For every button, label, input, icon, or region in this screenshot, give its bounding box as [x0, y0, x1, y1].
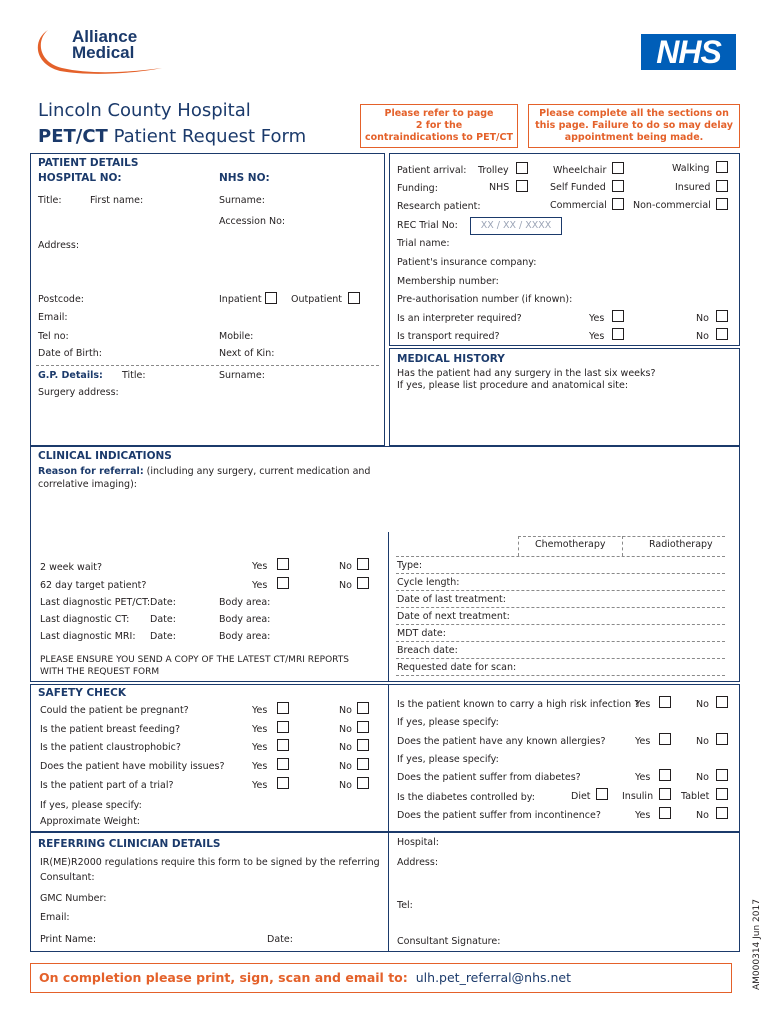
incontinence-question: Does the patient suffer from incontinence? [397, 810, 601, 821]
two-week-wait-question: 2 week wait? [40, 562, 103, 573]
insulin-checkbox[interactable] [659, 788, 671, 800]
no-label: No [696, 736, 709, 747]
referring-clinician-box [30, 832, 740, 952]
first-name-field[interactable]: First name: [90, 195, 144, 206]
incontinence-no-checkbox[interactable] [716, 807, 728, 819]
no-label: No [339, 761, 352, 772]
insured-checkbox[interactable] [716, 180, 728, 192]
last-ct-label: Last diagnostic CT: [40, 614, 130, 625]
yes-label: Yes [635, 772, 651, 783]
mobility-no-checkbox[interactable] [357, 758, 369, 770]
no-label: No [339, 780, 352, 791]
form-code: AM000314 Jun 2017 [752, 899, 762, 990]
next-treatment-date-field[interactable]: Date of next treatment: [397, 611, 510, 622]
therapy-row-line [396, 556, 725, 557]
last-petct-label: Last diagnostic PET/CT: [40, 597, 151, 608]
form-title-bold: PET/CT [38, 126, 108, 147]
claustrophobic-yes-checkbox[interactable] [277, 739, 289, 751]
diet-checkbox[interactable] [596, 788, 608, 800]
notice2-line: Please complete all the sections on [539, 108, 729, 119]
yes-label: Yes [252, 742, 268, 753]
62-day-target-question: 62 day target patient? [40, 580, 147, 591]
email-field[interactable]: Email: [38, 312, 68, 323]
breast-feeding-no-checkbox[interactable] [357, 721, 369, 733]
ct-body-area-field[interactable]: Body area: [219, 614, 271, 625]
wheelchair-label: Wheelchair [553, 165, 607, 176]
allergies-specify-field[interactable]: If yes, please specify: [397, 754, 499, 765]
diabetes-yes-checkbox[interactable] [659, 769, 671, 781]
walking-checkbox[interactable] [716, 161, 728, 173]
yes-label: Yes [252, 561, 268, 572]
infection-no-checkbox[interactable] [716, 696, 728, 708]
mri-date-field[interactable]: Date: [150, 631, 176, 642]
diet-label: Diet [571, 791, 591, 802]
claustrophobic-question: Is the patient claustrophobic? [40, 742, 181, 753]
logo-medical: Medical [72, 43, 135, 62]
mobile-field[interactable]: Mobile: [219, 331, 254, 342]
petct-body-area-field[interactable]: Body area: [219, 597, 271, 608]
tablet-label: Tablet [681, 791, 710, 802]
patient-details-heading: PATIENT DETAILS [38, 157, 139, 169]
insurance-company-field[interactable]: Patient's insurance company: [397, 257, 537, 268]
trial-name-field[interactable]: Trial name: [397, 238, 450, 249]
no-label: No [696, 810, 709, 821]
therapy-row-line [396, 624, 725, 625]
yes-label: Yes [635, 699, 651, 710]
pregnant-no-checkbox[interactable] [357, 702, 369, 714]
commercial-checkbox[interactable] [612, 198, 624, 210]
yes-label: Yes [635, 810, 651, 821]
no-label: No [696, 772, 709, 783]
gp-title-field[interactable]: Title: [122, 370, 146, 381]
print-name-field[interactable]: Print Name: [40, 934, 97, 945]
membership-number-field[interactable]: Membership number: [397, 276, 499, 287]
clinician-email-field[interactable]: Email: [40, 912, 70, 923]
ensure-reports-notice-line2: WITH THE REQUEST FORM [40, 667, 160, 677]
preauth-number-field[interactable]: Pre-authorisation number (if known): [397, 294, 573, 305]
referral-email-link[interactable]: ulh.pet_referral@nhs.net [415, 970, 571, 985]
form-title [38, 126, 306, 147]
no-label: No [339, 705, 352, 716]
self-funded-label: Self Funded [550, 182, 606, 193]
infection-specify-field[interactable]: If yes, please specify: [397, 717, 499, 728]
accession-no-field[interactable]: Accession No: [219, 216, 286, 227]
transport-question: Is transport required? [397, 331, 500, 342]
reason-rest: (including any surgery, current medication and [143, 466, 371, 477]
clinician-tel-field[interactable]: Tel: [397, 900, 413, 911]
patient-arrival-label: Patient arrival: [397, 165, 467, 176]
hospital-no-field[interactable]: HOSPITAL NO: [38, 172, 122, 184]
diabetes-controlled-question: Is the diabetes controlled by: [397, 792, 535, 803]
nhs-no-field[interactable]: NHS NO: [219, 172, 270, 184]
yes-label: Yes [252, 705, 268, 716]
pregnant-yes-checkbox[interactable] [277, 702, 289, 714]
yes-label: Yes [252, 761, 268, 772]
no-label: No [696, 313, 709, 324]
last-treatment-date-field[interactable]: Date of last treatment: [397, 594, 506, 605]
diabetes-question: Does the patient suffer from diabetes? [397, 772, 581, 783]
consultant-signature-field[interactable]: Consultant Signature: [397, 936, 501, 947]
completion-footer [30, 963, 732, 993]
notice1-line: Please refer to page [384, 108, 494, 119]
clinician-date-field[interactable]: Date: [267, 934, 293, 945]
self-funded-checkbox[interactable] [612, 180, 624, 192]
reason-for-referral[interactable] [38, 466, 370, 477]
therapy-row-line [396, 658, 725, 659]
pregnant-question: Could the patient be pregnant? [40, 705, 189, 716]
transport-yes-checkbox[interactable] [612, 328, 624, 340]
gp-surname-field[interactable]: Surname: [219, 370, 265, 381]
outpatient-checkbox[interactable] [348, 292, 360, 304]
title-field[interactable]: Title: [38, 195, 62, 206]
chemotherapy-column: Chemotherapy [535, 539, 606, 550]
no-label: No [339, 580, 352, 591]
surgery-question: Has the patient had any surgery in the last six weeks? [397, 368, 656, 379]
safety-check-heading: SAFETY CHECK [38, 687, 126, 699]
clinician-hospital-field[interactable]: Hospital: [397, 837, 439, 848]
therapy-row-line [396, 675, 725, 676]
gp-details-heading: G.P. Details: [38, 370, 103, 381]
yes-label: Yes [589, 331, 605, 342]
reason-line2: correlative imaging): [38, 479, 137, 490]
trolley-checkbox[interactable] [516, 162, 528, 174]
outpatient-label: Outpatient [291, 294, 343, 305]
notice1-line: 2 for the [415, 120, 463, 131]
logo-alliance: Alliance [72, 27, 138, 46]
no-label: No [696, 331, 709, 342]
therapy-table-sep [622, 536, 623, 556]
hospital-name: Lincoln County Hospital [38, 100, 251, 121]
trial-question: Is the patient part of a trial? [40, 780, 174, 791]
regulations-text: IR(ME)R2000 regulations require this form to be signed by the referring [40, 857, 380, 868]
funding-label: Funding: [397, 183, 438, 194]
referring-clinician-heading: REFERRING CLINICIAN DETAILS [38, 838, 221, 850]
interpreter-no-checkbox[interactable] [716, 310, 728, 322]
breach-date-field[interactable]: Breach date: [397, 645, 458, 656]
non-commercial-label: Non-commercial [633, 200, 711, 211]
regulations-text-line2[interactable]: Consultant: [40, 872, 95, 883]
mdt-date-field[interactable]: MDT date: [397, 628, 446, 639]
notice1-line: contraindications to PET/CT [365, 132, 513, 143]
notice2-line: this page. Failure to do so may delay [535, 120, 733, 131]
procedure-question[interactable]: If yes, please list procedure and anatomical site: [397, 380, 629, 391]
two-week-no-checkbox[interactable] [357, 558, 369, 570]
nhs-funding-label: NHS [489, 182, 510, 193]
therapy-row-line [396, 607, 725, 608]
radiotherapy-column: Radiotherapy [649, 539, 713, 550]
ensure-reports-notice: PLEASE ENSURE YOU SEND A COPY OF THE LATEST CT/MRI REPORTS [40, 655, 349, 665]
petct-date-field[interactable]: Date: [150, 597, 176, 608]
no-label: No [339, 561, 352, 572]
inpatient-label: Inpatient [219, 294, 262, 305]
form-title-rest: Patient Request Form [107, 126, 307, 147]
reason-bold: Reason for referral: [38, 466, 144, 477]
mri-body-area-field[interactable]: Body area: [219, 631, 271, 642]
no-label: No [696, 699, 709, 710]
62-day-no-checkbox[interactable] [357, 577, 369, 589]
no-label: No [339, 742, 352, 753]
transport-no-checkbox[interactable] [716, 328, 728, 340]
clinician-address-field[interactable]: Address: [397, 857, 439, 868]
diabetes-no-checkbox[interactable] [716, 769, 728, 781]
complete-sections-notice [528, 104, 740, 148]
divider [388, 532, 389, 682]
infection-question: Is the patient known to carry a high risk infection ? [397, 699, 640, 710]
rec-trial-input[interactable]: XX / XX / XXXX [470, 217, 562, 235]
surgery-address-field[interactable]: Surgery address: [38, 387, 119, 398]
incontinence-yes-checkbox[interactable] [659, 807, 671, 819]
breast-feeding-yes-checkbox[interactable] [277, 721, 289, 733]
notice2-line: appointment being made. [564, 132, 704, 143]
medical-history-heading: MEDICAL HISTORY [397, 353, 505, 365]
dashed-separator [36, 365, 379, 366]
commercial-label: Commercial [550, 200, 607, 211]
trial-yes-checkbox[interactable] [277, 777, 289, 789]
gmc-number-field[interactable]: GMC Number: [40, 893, 107, 904]
allergies-yes-checkbox[interactable] [659, 733, 671, 745]
requested-scan-date-field[interactable]: Requested date for scan: [397, 662, 517, 673]
trial-no-checkbox[interactable] [357, 777, 369, 789]
trial-specify-field[interactable]: If yes, please specify: [40, 800, 142, 811]
clinical-indications-heading: CLINICAL INDICATIONS [38, 450, 172, 462]
yes-label: Yes [252, 780, 268, 791]
dob-field[interactable]: Date of Birth: [38, 348, 102, 359]
therapy-type-field[interactable]: Type: [397, 560, 423, 571]
mobility-question: Does the patient have mobility issues? [40, 761, 225, 772]
address-field[interactable]: Address: [38, 240, 80, 251]
therapy-table-sep [518, 536, 519, 556]
yes-label: Yes [252, 580, 268, 591]
divider [388, 832, 389, 952]
non-commercial-checkbox[interactable] [716, 198, 728, 210]
completion-instruction: On completion please print, sign, scan and email to: [39, 970, 408, 985]
breast-feeding-question: Is the patient breast feeding? [40, 724, 181, 735]
postcode-field[interactable]: Postcode: [38, 294, 84, 305]
inpatient-checkbox[interactable] [265, 292, 277, 304]
ct-date-field[interactable]: Date: [150, 614, 176, 625]
walking-label: Walking [672, 163, 710, 174]
research-patient-label: Research patient: [397, 201, 481, 212]
allergies-question: Does the patient have any known allergies? [397, 736, 606, 747]
allergies-no-checkbox[interactable] [716, 733, 728, 745]
two-week-yes-checkbox[interactable] [277, 558, 289, 570]
approximate-weight-field[interactable]: Approximate Weight: [40, 816, 141, 827]
insulin-label: Insulin [622, 791, 654, 802]
claustrophobic-no-checkbox[interactable] [357, 739, 369, 751]
last-mri-label: Last diagnostic MRI: [40, 631, 136, 642]
next-of-kin-field[interactable]: Next of Kin: [219, 348, 275, 359]
contraindications-notice [360, 104, 518, 148]
trolley-label: Trolley [478, 165, 509, 176]
mobility-yes-checkbox[interactable] [277, 758, 289, 770]
rec-trial-label: REC Trial No: [397, 220, 458, 231]
nhs-funding-checkbox[interactable] [516, 180, 528, 192]
infection-yes-checkbox[interactable] [659, 696, 671, 708]
insured-label: Insured [675, 182, 711, 193]
wheelchair-checkbox[interactable] [612, 162, 624, 174]
tel-no-field[interactable]: Tel no: [38, 331, 69, 342]
cycle-length-field[interactable]: Cycle length: [397, 577, 460, 588]
surname-field[interactable]: Surname: [219, 195, 265, 206]
yes-label: Yes [589, 313, 605, 324]
no-label: No [339, 724, 352, 735]
divider [388, 684, 389, 832]
interpreter-question: Is an interpreter required? [397, 313, 522, 324]
tablet-checkbox[interactable] [716, 788, 728, 800]
nhs-logo: NHS [641, 34, 736, 70]
therapy-row-line [396, 590, 725, 591]
yes-label: Yes [635, 736, 651, 747]
therapy-row-line [396, 573, 725, 574]
62-day-yes-checkbox[interactable] [277, 577, 289, 589]
yes-label: Yes [252, 724, 268, 735]
interpreter-yes-checkbox[interactable] [612, 310, 624, 322]
therapy-row-line [396, 641, 725, 642]
